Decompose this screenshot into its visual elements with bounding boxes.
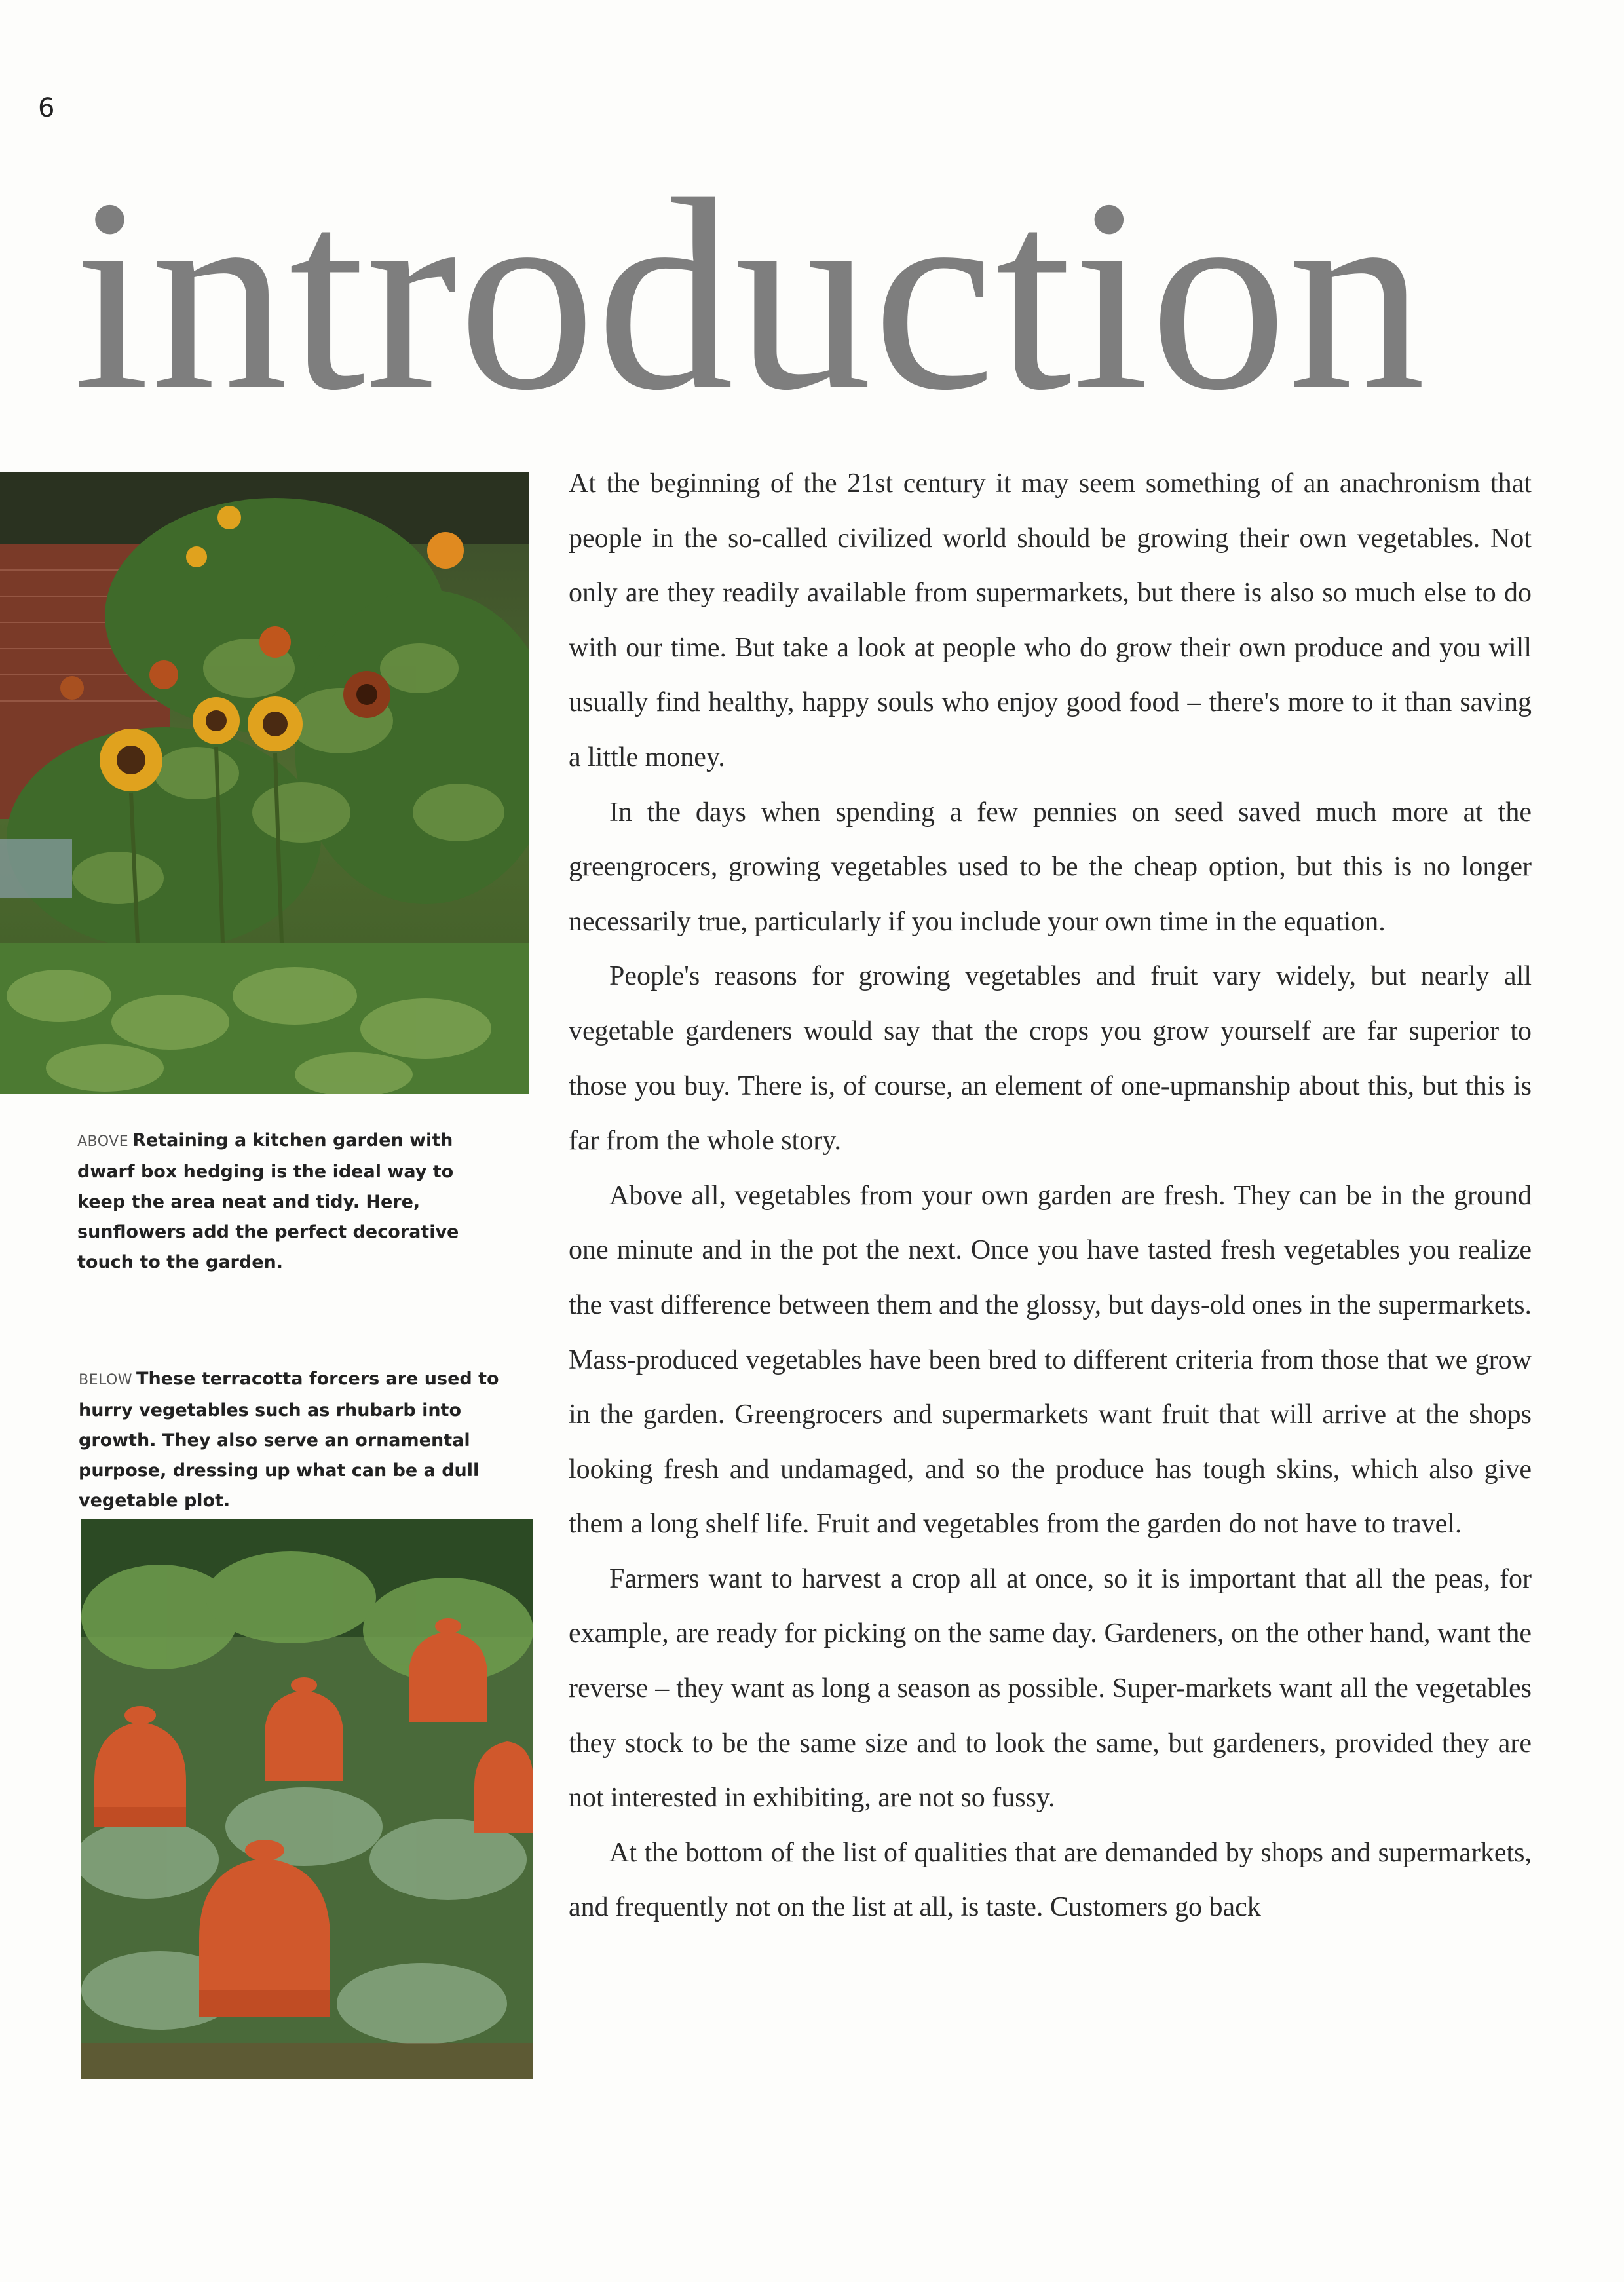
caption-below-tag: BELOW <box>79 1372 133 1388</box>
caption-below <box>79 1364 537 1516</box>
caption-below-text: These terracotta forcers are used to hurry vegetables such as rhubarb into growth. They also serve an ornamental purpose, dressing up what can be a dull vegetable plot. <box>79 1369 499 1511</box>
paragraph: People's reasons for growing vegetables and fruit vary widely, but nearly all vegetable gardeners would say that the crops you grow yourself are far superior to those you buy. There is, of course, an element of one-upmanship about this, but this is far from the whole story. <box>569 961 1532 1156</box>
paragraph: Above all, vegetables from your own garden are fresh. They can be in the ground one minute and in the pot the next. Once you have tasted fresh vegetables you realize the vast difference between them and the glossy, but days-old ones in the supermarkets. Mass-produced vegetables have been bred to different criteria from those that we grow in the garden. Greengrocers and supermarkets want fruit that will arrive at the shops looking fresh and undamaged, and so the produce has tough skins, which also give them a long shelf life. Fruit and vegetables from the garden do not have to travel. <box>569 1180 1532 1540</box>
paragraph: At the bottom of the list of qualities that are demanded by shops and supermarkets, and frequently not on the list at all, is taste. Customers go back <box>569 1837 1532 1923</box>
body-text <box>569 457 1532 1935</box>
caption-above-tag: ABOVE <box>77 1133 129 1150</box>
paragraph: At the beginning of the 21st century it may seem something of an anachronism that people in the so-called civilized world should be growing their own vegetables. Not only are they readily available from supermarkets, but there is also so much else to do with our time. But take a look at people who do grow their own produce and you will usually find healthy, happy souls who enjoy good food – there's more to it than saving a little money. <box>569 468 1532 772</box>
caption-above <box>77 1126 503 1278</box>
page-number: 6 <box>38 93 55 123</box>
caption-above-text: Retaining a kitchen garden with dwarf box hedging is the ideal way to keep the area neat and tidy. Here, sunflowers add the perfect decorative touch to the garden. <box>77 1130 459 1272</box>
paragraph: In the days when spending a few pennies on seed saved much more at the greengrocers, growing vegetables used to be the cheap option, but this is no longer necessarily true, particularly if you include your own time in the equation. <box>569 797 1532 937</box>
sunflower-garden-photo <box>0 472 529 1094</box>
paragraph: Farmers want to harvest a crop all at once, so it is important that all the peas, for example, are ready for picking on the same day. Gardeners, on the other hand, want the reverse – they want as long a season as possible. Super-markets want all the vegetables they stock to be the same size and to look the same, but gardeners, provided they are not interested in exhibiting, are not so fussy. <box>569 1563 1532 1814</box>
page-title: introduction <box>73 142 1427 447</box>
terracotta-forcers-photo <box>81 1519 533 2079</box>
